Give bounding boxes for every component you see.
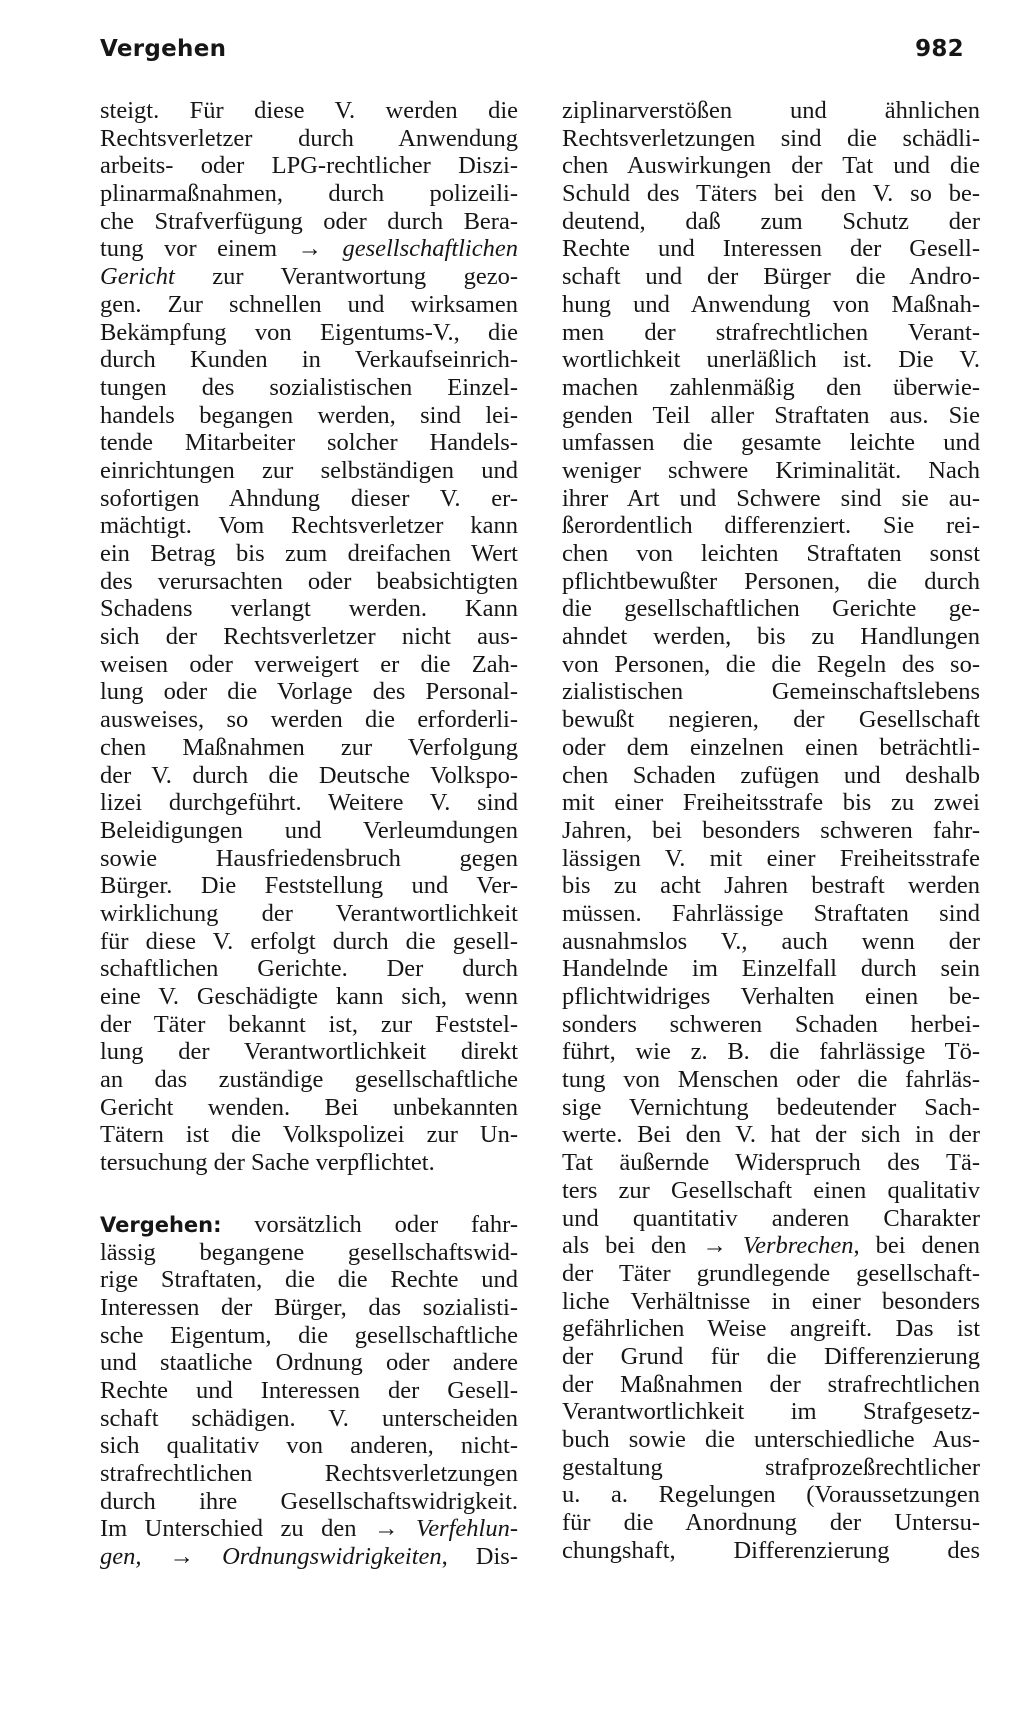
text-line: schaft schädigen. V. unterscheiden bbox=[100, 1404, 518, 1432]
text-line: der Täter grundlegende gesellschaft- bbox=[562, 1259, 980, 1287]
text-line: Tätern ist die Volkspolizei zur Un- bbox=[100, 1121, 518, 1149]
text-line: ßerordentlich differenziert. Sie rei- bbox=[562, 512, 980, 540]
left-column bbox=[100, 97, 518, 1571]
text-line: Tat äußernde Widerspruch des Tä- bbox=[562, 1149, 980, 1177]
text-line: tung von Menschen oder die fahrläs- bbox=[562, 1066, 980, 1094]
text-line: chen Schaden zufügen und deshalb bbox=[562, 761, 980, 789]
text-line: plinarmaßnahmen, durch polizeili- bbox=[100, 180, 518, 208]
text-line: Schuld des Täters bei den V. so be- bbox=[562, 180, 980, 208]
cross-reference-link[interactable]: Ordnungswidrigkeiten bbox=[222, 1543, 442, 1571]
text-line: einrichtungen zur selbständigen und bbox=[100, 456, 518, 484]
text-line: mächtigt. Vom Rechtsverletzer kann bbox=[100, 512, 518, 540]
text-line: lizei durchgeführt. Weitere V. sind bbox=[100, 789, 518, 817]
text-line: u. a. Regelungen (Voraussetzungen bbox=[562, 1481, 980, 1509]
text-line: bis zu acht Jahren bestraft werden bbox=[562, 872, 980, 900]
text-line: schaft und der Bürger die Andro- bbox=[562, 263, 980, 291]
cross-reference-link[interactable]: Gericht bbox=[100, 263, 175, 291]
text-line: liche Verhältnisse in einer besonders bbox=[562, 1287, 980, 1315]
text-line: steigt. Für diese V. werden die bbox=[100, 97, 518, 124]
text-segment: Im Unterschied zu den bbox=[100, 1515, 374, 1543]
page-number: 982 bbox=[915, 36, 964, 62]
text-line: an das zuständige gesellschaftliche bbox=[100, 1066, 518, 1094]
text-line: sonders schweren Schaden herbei- bbox=[562, 1010, 980, 1038]
text-line: müssen. Fahrlässige Straftaten sind bbox=[562, 899, 980, 927]
text-line: weniger schwere Kriminalität. Nach bbox=[562, 456, 980, 484]
text-line: mit einer Freiheitsstrafe bis zu zwei bbox=[562, 789, 980, 817]
text-line: rige Straftaten, die die Rechte und bbox=[100, 1266, 518, 1294]
text-line: Interessen der Bürger, das sozialisti- bbox=[100, 1293, 518, 1321]
text-segment: als bei den bbox=[562, 1232, 703, 1260]
text-line: Gericht wenden. Bei unbekannten bbox=[100, 1093, 518, 1121]
text-line: und quantitativ anderen Charakter bbox=[562, 1204, 980, 1232]
text-line: Rechte und Interessen der Gesell- bbox=[562, 235, 980, 263]
text-line: ein Betrag bis zum dreifachen Wert bbox=[100, 540, 518, 567]
text-line: sich qualitativ von anderen, nicht- bbox=[100, 1432, 518, 1460]
text-line: tungen des sozialistischen Einzel- bbox=[100, 373, 518, 401]
text-line: sche Eigentum, die gesellschaftliche bbox=[100, 1321, 518, 1349]
text-line: Jahren, bei besonders schweren fahr- bbox=[562, 816, 980, 844]
text-segment: , Dis- bbox=[441, 1543, 519, 1571]
text-line: umfassen die gesamte leichte und bbox=[562, 429, 980, 457]
text-line: Rechtsverletzer durch Anwendung bbox=[100, 124, 518, 152]
text-line: pflichtwidriges Verhalten einen be- bbox=[562, 983, 980, 1010]
cross-reference-arrow-icon: → bbox=[702, 1232, 727, 1260]
text-segment: , bei denen bbox=[853, 1232, 980, 1260]
text-line: der Maßnahmen der strafrechtlichen bbox=[562, 1370, 980, 1398]
text-line: werte. Bei den V. hat der sich in der bbox=[562, 1121, 980, 1149]
text-line: für die Anordnung der Untersu- bbox=[562, 1509, 980, 1537]
text-line: lung der Verantwortlichkeit direkt bbox=[100, 1038, 518, 1066]
text-line: ausweises, so werden die erforderli- bbox=[100, 706, 518, 734]
text-line: buch sowie die unterschiedliche Aus- bbox=[562, 1426, 980, 1453]
text-line bbox=[100, 1543, 518, 1571]
text-line: bewußt negieren, der Gesellschaft bbox=[562, 706, 980, 734]
text-line: wortlichkeit unerläßlich ist. Die V. bbox=[562, 346, 980, 374]
text-line: arbeits- oder LPG-rechtlicher Diszi- bbox=[100, 152, 518, 180]
text-line: lässig begangene gesellschaftswid- bbox=[100, 1238, 518, 1266]
cross-reference-link[interactable]: Verbrechen bbox=[742, 1232, 854, 1260]
text-line: sich der Rechtsverletzer nicht aus- bbox=[100, 623, 518, 651]
text-line: Schadens verlangt werden. Kann bbox=[100, 595, 518, 623]
text-line: ahndet werden, bis zu Handlungen bbox=[562, 623, 980, 651]
text-line: die gesellschaftlichen Gerichte ge- bbox=[562, 595, 980, 623]
text-line: ziplinarverstößen und ähnlichen bbox=[562, 97, 980, 124]
entry-headword: Vergehen: bbox=[100, 1212, 222, 1237]
text-line: der Täter bekannt ist, zur Feststel- bbox=[100, 1010, 518, 1038]
text-line: lässigen V. mit einer Freiheitsstrafe bbox=[562, 844, 980, 872]
text-line: chungshaft, Differenzierung des bbox=[562, 1536, 980, 1564]
text-line: chen Auswirkungen der Tat und die bbox=[562, 152, 980, 180]
text-line: chen Maßnahmen zur Verfolgung bbox=[100, 733, 518, 761]
cross-reference-link[interactable]: gen, bbox=[100, 1543, 142, 1571]
text-line: deutend, daß zum Schutz der bbox=[562, 207, 980, 235]
text-line: für diese V. erfolgt durch die gesell- bbox=[100, 927, 518, 955]
text-line: lung oder die Vorlage des Personal- bbox=[100, 678, 518, 706]
text-line: sofortigen Ahndung dieser V. er- bbox=[100, 484, 518, 512]
text-line: durch Kunden in Verkaufseinrich- bbox=[100, 346, 518, 374]
text-line: schaftlichen Gerichte. Der durch bbox=[100, 955, 518, 983]
entry-first-line bbox=[100, 1211, 518, 1239]
text-line: der Grund für die Differenzierung bbox=[562, 1342, 980, 1370]
cross-reference-link[interactable]: Verfehlun- bbox=[415, 1515, 518, 1543]
text-segment: zur Verantwortung gezo- bbox=[174, 263, 518, 291]
text-line: strafrechtlichen Rechtsverletzungen bbox=[100, 1460, 518, 1487]
text-line: Handelnde im Einzelfall durch sein bbox=[562, 955, 980, 983]
text-line: durch ihre Gesellschaftswidrigkeit. bbox=[100, 1487, 518, 1515]
text-line: und staatliche Ordnung oder andere bbox=[100, 1349, 518, 1377]
text-line: oder dem einzelnen einen beträchtli- bbox=[562, 733, 980, 761]
text-line: hung und Anwendung von Maßnah- bbox=[562, 290, 980, 318]
text-line: ausnahmslos V., auch wenn der bbox=[562, 927, 980, 955]
text-line: gen. Zur schnellen und wirksamen bbox=[100, 290, 518, 318]
header-title: Vergehen bbox=[100, 36, 227, 62]
text-line: Verantwortlichkeit im Strafgesetz- bbox=[562, 1398, 980, 1426]
cross-reference-arrow-icon: → bbox=[297, 235, 322, 263]
text-line: chen von leichten Straftaten sonst bbox=[562, 540, 980, 567]
text-line: Bekämpfung von Eigentums-V., die bbox=[100, 318, 518, 346]
cross-reference-link[interactable]: gesellschaftlichen bbox=[342, 235, 518, 263]
text-line: der V. durch die Deutsche Volkspo- bbox=[100, 761, 518, 789]
text-line: tersuchung der Sache verpflichtet. bbox=[100, 1149, 435, 1177]
text-line: che Strafverfügung oder durch Bera- bbox=[100, 207, 518, 235]
right-column bbox=[562, 97, 980, 1564]
text-line: machen zahlenmäßig den überwie- bbox=[562, 373, 980, 401]
text-segment: tung vor einem bbox=[100, 235, 298, 263]
text-line: pflichtbewußter Personen, die durch bbox=[562, 567, 980, 595]
text-line: genden Teil aller Straftaten aus. Sie bbox=[562, 401, 980, 429]
text-line: von Personen, die die Regeln des so- bbox=[562, 650, 980, 678]
text-line: Rechte und Interessen der Gesell- bbox=[100, 1376, 518, 1404]
cross-reference-arrow-icon: → bbox=[169, 1543, 195, 1571]
text-line: tende Mitarbeiter solcher Handels- bbox=[100, 429, 518, 457]
text-line bbox=[100, 263, 518, 291]
entry-separator bbox=[100, 1177, 518, 1211]
text-line: weisen oder verweigert er die Zah- bbox=[100, 650, 518, 678]
text-line: wirklichung der Verantwortlichkeit bbox=[100, 899, 518, 927]
text-line: gefährlichen Weise angreift. Das ist bbox=[562, 1315, 980, 1343]
text-line bbox=[100, 1515, 518, 1543]
text-line: ihrer Art und Schwere sind sie au- bbox=[562, 484, 980, 512]
running-header bbox=[100, 36, 964, 80]
text-line: Bürger. Die Feststellung und Ver- bbox=[100, 872, 518, 900]
text-line: sige Vernichtung bedeutender Sach- bbox=[562, 1093, 980, 1121]
text-line: men der strafrechtlichen Verant- bbox=[562, 318, 980, 346]
cross-reference-arrow-icon: → bbox=[373, 1515, 399, 1543]
text-line bbox=[562, 1232, 980, 1260]
text-line: sowie Hausfriedensbruch gegen bbox=[100, 844, 518, 872]
text-line: des verursachten oder beabsichtigten bbox=[100, 567, 518, 595]
text-line: führt, wie z. B. die fahrlässige Tö- bbox=[562, 1038, 980, 1066]
text-line: eine V. Geschädigte kann sich, wenn bbox=[100, 983, 518, 1010]
text-line: ters zur Gesellschaft einen qualitativ bbox=[562, 1176, 980, 1204]
text-segment: vorsätzlich oder fahr- bbox=[221, 1210, 518, 1238]
text-line: handels begangen werden, sind lei- bbox=[100, 401, 518, 429]
text-line: gestaltung strafprozeßrechtlicher bbox=[562, 1453, 980, 1481]
text-line: Rechtsverletzungen sind die schädli- bbox=[562, 124, 980, 152]
text-line: zialistischen Gemeinschaftslebens bbox=[562, 678, 980, 706]
text-line: Beleidigungen und Verleumdungen bbox=[100, 816, 518, 844]
text-line bbox=[100, 235, 518, 263]
